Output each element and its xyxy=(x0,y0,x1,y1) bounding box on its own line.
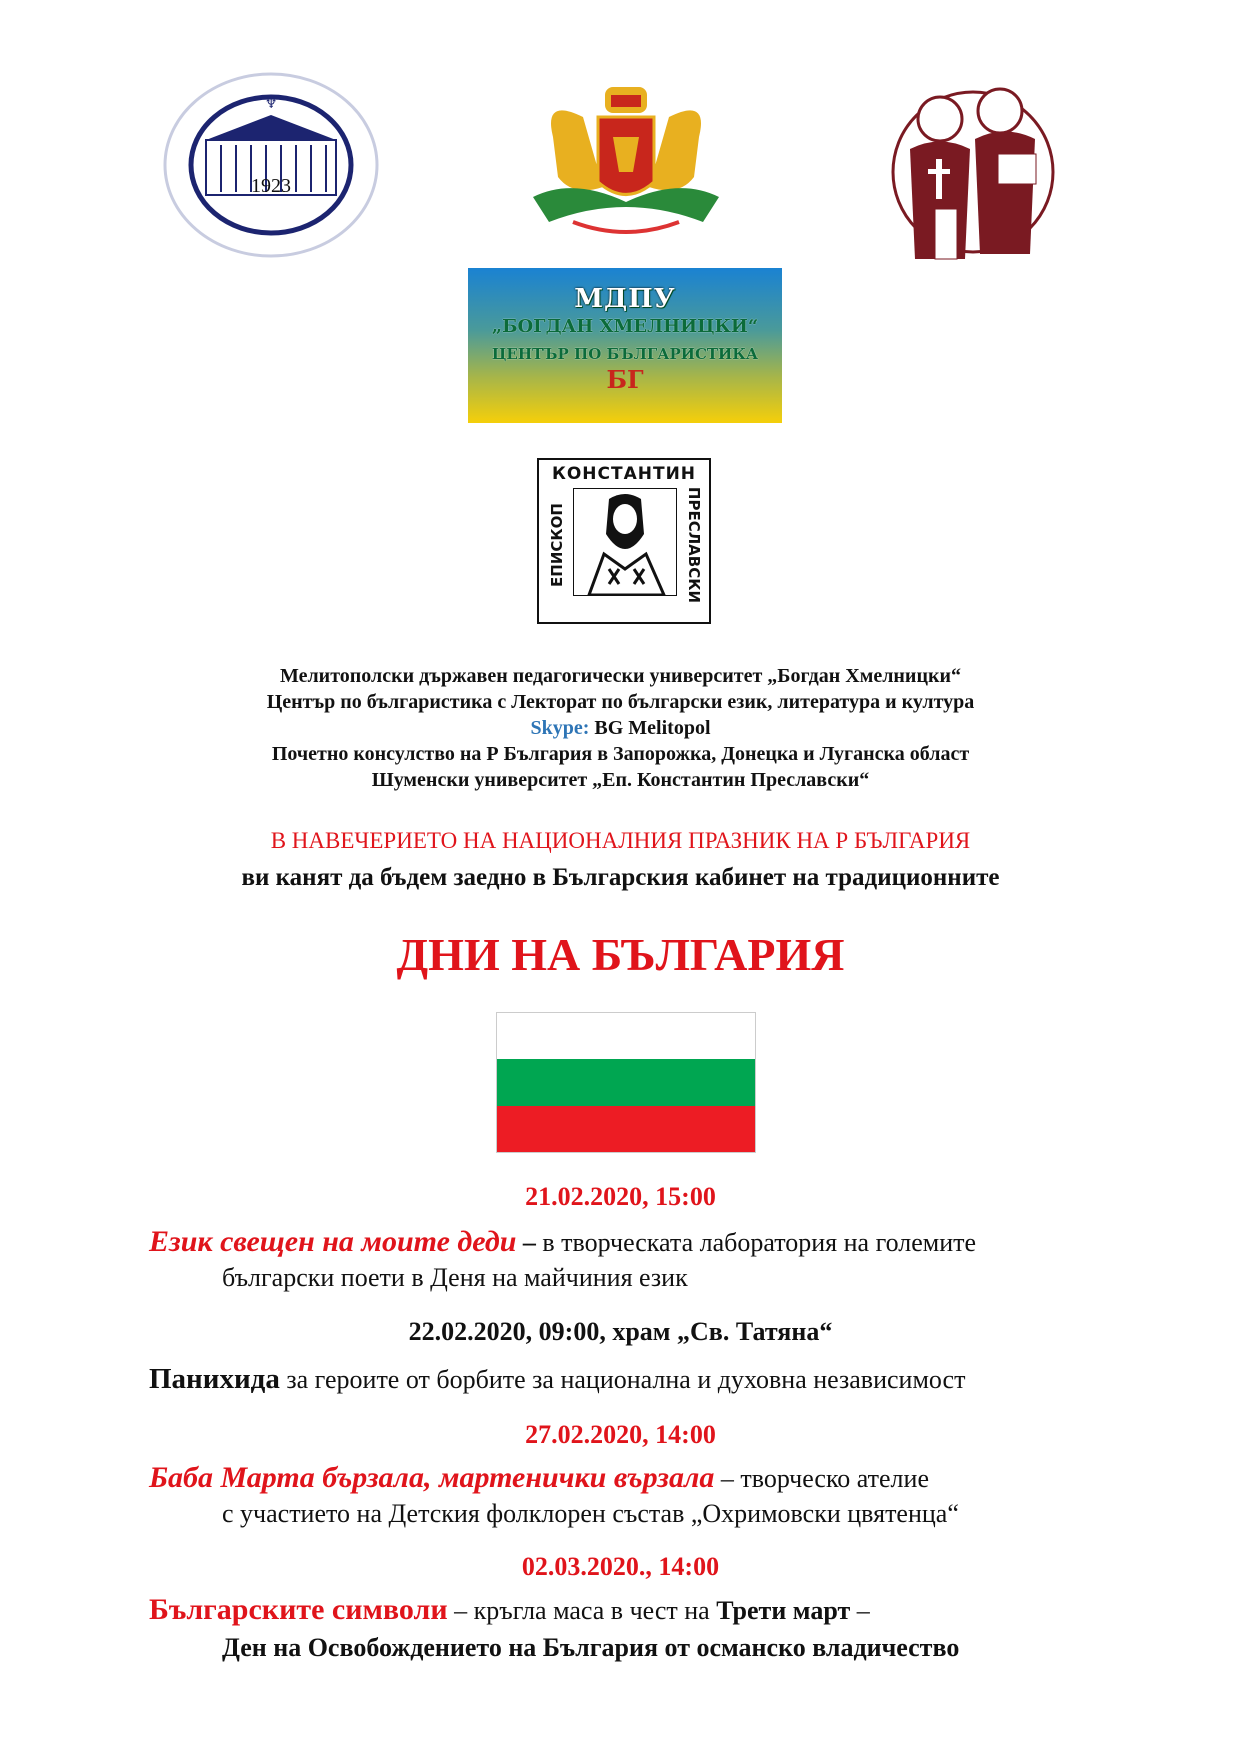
logo-text-left: ЕПИСКОП xyxy=(548,503,566,587)
event-item xyxy=(149,1594,1149,1627)
event-desc: – кръгла маса в чест на xyxy=(447,1596,717,1625)
event-desc-line2: с участието на Детския фолклорен състав „Охримовски цвятенца“ xyxy=(222,1499,959,1528)
seal-year: 1923 xyxy=(251,175,291,197)
banner-line-1: МДПУ xyxy=(574,284,676,314)
flag-stripe-red xyxy=(497,1106,755,1152)
eve-heading: В НАВЕЧЕРИЕТО НА НАЦИОНАЛНИЯ ПРАЗНИК НА Р БЪЛГАРИЯ xyxy=(270,828,971,853)
university-seal-logo xyxy=(161,70,381,260)
svg-text:♆: ♆ xyxy=(264,97,278,112)
event-desc-end: – xyxy=(850,1596,870,1625)
event-item xyxy=(149,1226,1149,1259)
banner-line-3: ЦЕНТЪР ПО БЪЛГАРИСТИКА xyxy=(491,345,759,363)
event-item xyxy=(149,1462,1149,1495)
saints-cyril-methodius-logo xyxy=(880,79,1066,265)
event-name: Баба Марта бързала, мартенички вързала xyxy=(149,1461,715,1494)
event-title: ДНИ НА БЪЛГАРИЯ xyxy=(396,929,845,980)
organizer-shumen: Шуменски университет „Еп. Константин Преславски“ xyxy=(371,769,870,791)
organizer-consulate: Почетно консулство на Р България в Запорожка, Донецка и Луганска област xyxy=(271,743,970,765)
flag-stripe-green xyxy=(497,1059,755,1105)
event-item xyxy=(149,1363,1149,1396)
logo-text-top: КОНСТАНТИН xyxy=(551,464,697,484)
event-name: Език свещен на моите деди xyxy=(149,1225,517,1258)
event-desc-bold: Трети март xyxy=(716,1596,851,1625)
banner-line-2: „БОГДАН ХМЕЛНИЦКИ“ xyxy=(491,316,759,337)
event-date: 22.02.2020, 09:00, храм „Св. Татяна“ xyxy=(408,1317,833,1346)
banner-line-4: БГ xyxy=(606,365,644,394)
event-name: Панихида xyxy=(149,1363,280,1395)
skype-label: Skype: xyxy=(530,717,590,739)
organizer-center: Център по българистика с Лекторат по български език, литература и култура xyxy=(266,691,975,713)
event-date: 27.02.2020, 14:00 xyxy=(525,1420,716,1449)
event-desc-line2: Ден на Освобождението на България от османско владичество xyxy=(222,1633,960,1662)
logo-text-right: ПРЕСЛАВСКИ xyxy=(685,486,703,604)
event-name: Българските символи xyxy=(149,1593,448,1626)
event-date: 02.03.2020., 14:00 xyxy=(521,1552,720,1581)
flag-stripe-white xyxy=(497,1013,755,1059)
skype-line xyxy=(0,715,1241,741)
event-dash: – xyxy=(516,1228,543,1257)
invite-text: ви канят да бъдем заедно в Българския кабинет на традиционните xyxy=(241,864,1000,891)
event-desc: за героите от борбите за национална и духовна независимост xyxy=(279,1365,966,1394)
shumen-university-logo xyxy=(537,458,711,624)
event-desc: – творческо ателие xyxy=(714,1464,929,1493)
bulgarian-flag xyxy=(496,1012,756,1153)
event-desc: в творческата лаборатория на големите xyxy=(542,1228,977,1257)
organizer-university: Мелитополски държавен педагогически университет „Богдан Хмелницки“ xyxy=(279,665,962,687)
event-desc-line2: български поети в Деня на майчиния език xyxy=(222,1263,688,1292)
event-date: 21.02.2020, 15:00 xyxy=(525,1182,716,1211)
center-bulgaristics-banner xyxy=(468,268,782,423)
skype-value: BG Melitopol xyxy=(589,717,711,739)
organizers-block xyxy=(0,663,1241,793)
bulgarian-coat-of-arms xyxy=(513,77,739,243)
saint-portrait xyxy=(573,488,677,596)
